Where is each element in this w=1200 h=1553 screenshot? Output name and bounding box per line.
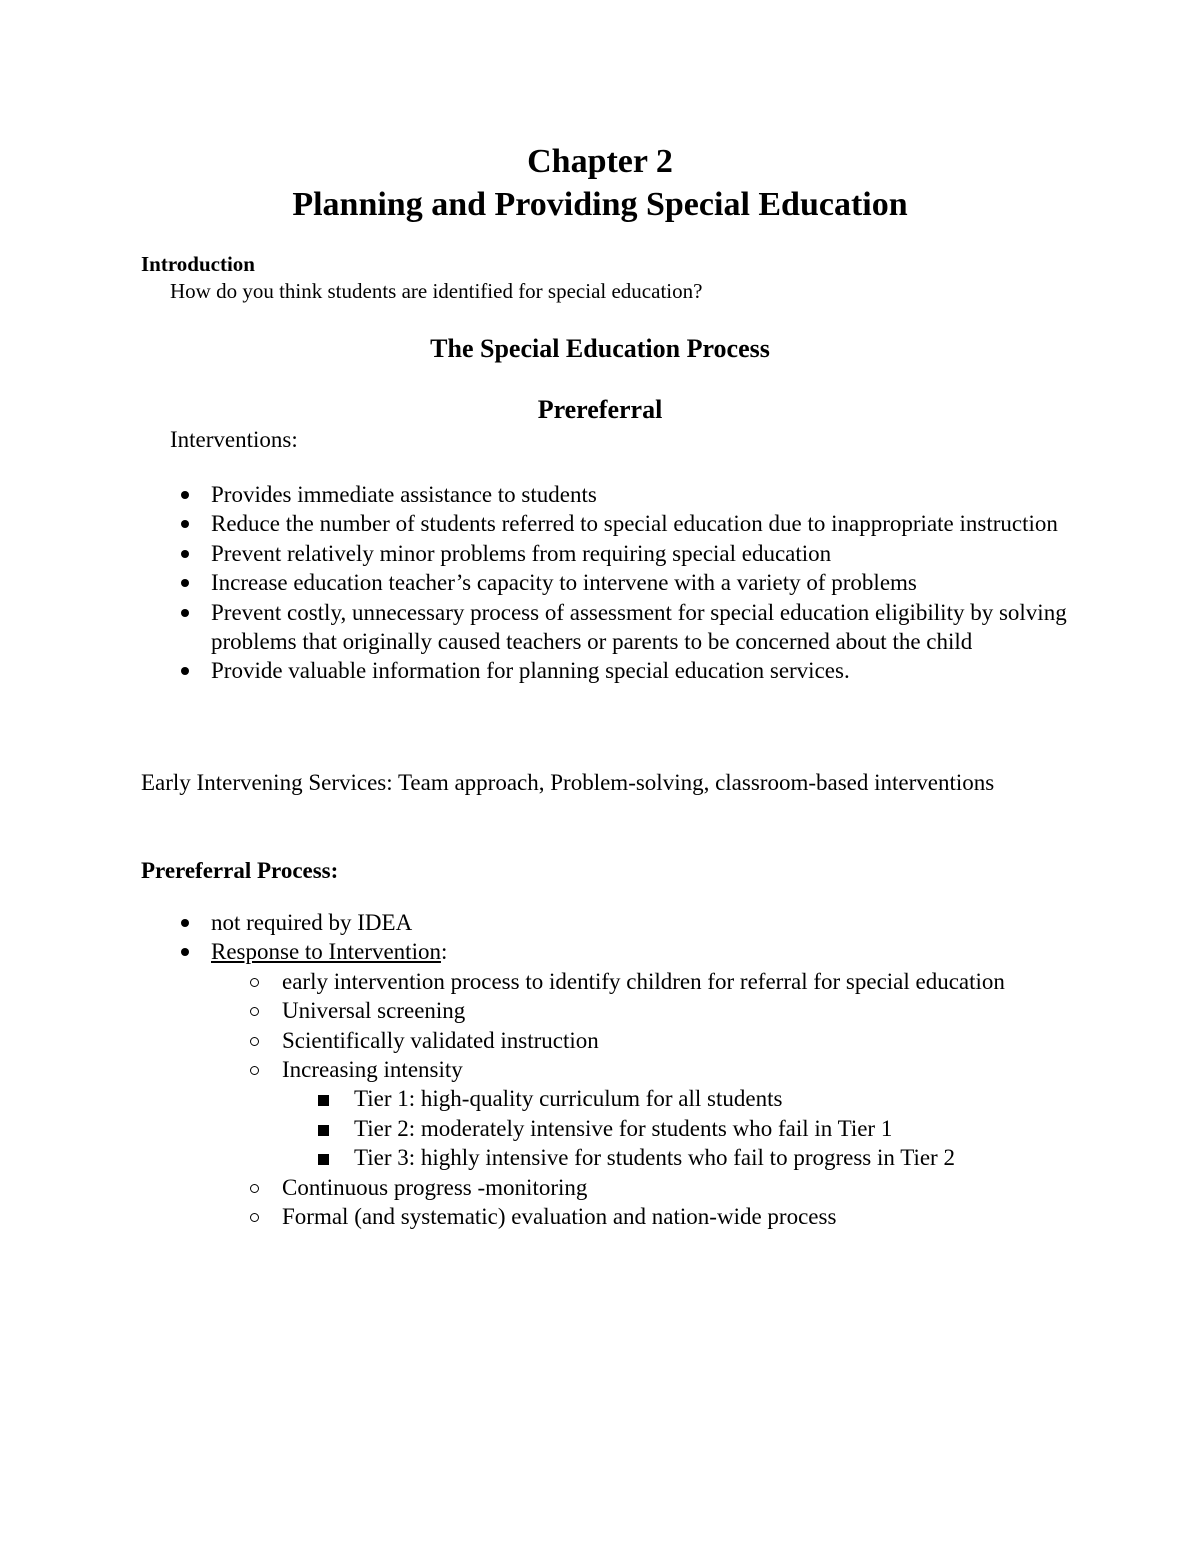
- circle-bullet-icon: [250, 1007, 259, 1016]
- square-bullet-icon: [318, 1125, 329, 1136]
- early-intervening-services: Early Intervening Services: Team approach, Problem-solving, classroom-based interventions: [141, 770, 995, 795]
- list-item: Prevent costly, unnecessary process of assessment for special education eligibility by solving problems that originally caused teachers or parents to be concerned about the child: [140, 598, 1090, 657]
- list-item: Increase education teacher’s capacity to intervene with a variety of problems: [140, 568, 1090, 597]
- chapter-number: Chapter 2: [527, 143, 673, 180]
- tier-list: [282, 1084, 1090, 1172]
- bullet-icon: [181, 550, 189, 558]
- list-item: Scientifically validated instruction: [211, 1026, 1090, 1055]
- circle-bullet-icon: [250, 1066, 259, 1075]
- list-item: Universal screening: [211, 996, 1090, 1025]
- bullet-icon: [181, 609, 189, 617]
- interventions-list: [140, 480, 1090, 686]
- bullet-icon: [181, 579, 189, 587]
- square-bullet-icon: [318, 1095, 329, 1106]
- bullet-icon: [181, 948, 189, 956]
- list-item: Formal (and systematic) evaluation and nation-wide process: [211, 1202, 1090, 1231]
- rti-label: Response to Intervention: [211, 939, 441, 965]
- list-item: Prevent relatively minor problems from requiring special education: [140, 539, 1090, 568]
- list-item: not required by IDEA: [140, 908, 1090, 937]
- bullet-icon: [181, 520, 189, 528]
- list-item: Continuous progress -monitoring: [211, 1173, 1090, 1202]
- bullet-icon: [181, 919, 189, 927]
- process-heading: The Special Education Process: [430, 334, 770, 363]
- prereferral-process-list: [140, 908, 1090, 1231]
- circle-bullet-icon: [250, 1184, 259, 1193]
- list-item: Tier 1: high-quality curriculum for all students: [282, 1084, 1090, 1113]
- chapter-title: Planning and Providing Special Education: [292, 186, 908, 223]
- list-item: [140, 937, 1090, 1231]
- bullet-icon: [181, 667, 189, 675]
- introduction-question: How do you think students are identified for special education?: [170, 279, 703, 303]
- square-bullet-icon: [318, 1154, 329, 1165]
- introduction-heading: Introduction: [141, 252, 255, 276]
- interventions-label: Interventions:: [170, 427, 298, 452]
- circle-bullet-icon: [250, 1037, 259, 1046]
- title-block: [0, 140, 1200, 226]
- rti-list: [211, 967, 1090, 1232]
- list-item: Increasing intensity Tier 1: high-quality curriculum for all students Tier 2: moderately intensive for students who fail in Tier 1 Tier 3: highly intensive for students who fail to progress in Tier 2: [211, 1055, 1090, 1173]
- prereferral-heading: Prereferral: [537, 395, 663, 424]
- prereferral-process-label: Prereferral Process:: [141, 858, 339, 883]
- list-item: Reduce the number of students referred to special education due to inappropriate instruction: [140, 509, 1090, 538]
- circle-bullet-icon: [250, 978, 259, 987]
- list-item: early intervention process to identify children for referral for special education: [211, 967, 1090, 996]
- bullet-icon: [181, 491, 189, 499]
- list-item: Provide valuable information for planning special education services.: [140, 656, 1090, 685]
- rti-colon: :: [440, 939, 448, 965]
- list-item: Tier 3: highly intensive for students who fail to progress in Tier 2: [282, 1143, 1090, 1172]
- list-item: Tier 2: moderately intensive for students who fail in Tier 1: [282, 1114, 1090, 1143]
- list-item: Provides immediate assistance to students: [140, 480, 1090, 509]
- circle-bullet-icon: [250, 1213, 259, 1222]
